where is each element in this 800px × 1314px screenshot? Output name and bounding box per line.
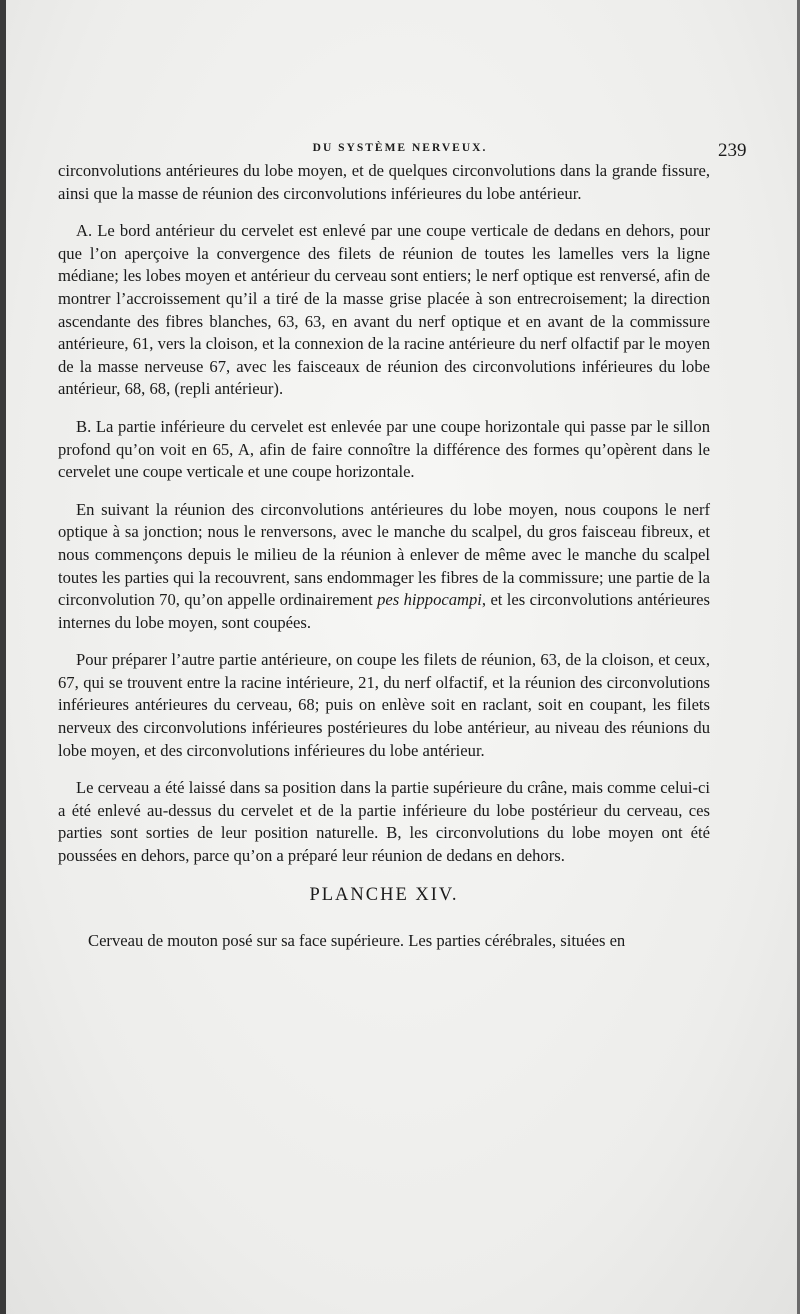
body-text (58, 160, 710, 953)
paragraph-dissection-part1: En suivant la réunion des circonvolutions antérieures du lobe moyen, nous coupons le nerf optique à sa jonction; nous le renversons, avec le manche du scalpel, du gros faisceau fibreux, et nous commençons depuis le milieu de la réunion à enlever de même avec le manche du scalpel toutes les parties qui la recouvrent, sans endommager les fibres de la commissure; une partie de la circonvolution 70, qu’on appelle ordinairement (58, 499, 710, 610)
page-number: 239 (718, 140, 747, 161)
paragraph-plate-intro: Cerveau de mouton posé sur sa face supérieure. Les parties cérébrales, situées en (88, 931, 626, 951)
paragraph-continuation: circonvolutions antérieures du lobe moyen, et de quelques circonvolutions dans la grande fissure, ainsi que la masse de réunion des circonvolutions inférieures du lobe antérieur. (58, 161, 710, 203)
page-edge-shadow (0, 0, 6, 1314)
paragraph-position: Le cerveau a été laissé dans sa position dans la partie supérieure du crâne, mais comme celui-ci a été enlevé au-dessus du cervelet et de la partie inférieure du lobe postérieur du cerveau, ces parties sont sorties de leur position naturelle. B, les circonvolutions du lobe moyen ont été poussées en dehors, parce qu’on a préparé leur réunion de dedans en dehors. (58, 778, 710, 866)
running-head: DU SYSTÈME NERVEUX. (312, 142, 488, 154)
paragraph-dissection-part2: , et les circonvolutions antérieures internes du lobe moyen, sont coupées. (58, 590, 710, 632)
paragraph-figure-b: B. La partie inférieure du cervelet est enlevée par une coupe horizontale qui passe par le sillon profond qu’on voit en 65, A, afin de faire connoître la différence des formes qu’opèrent dans le cervelet une coupe verticale et une coupe horizontale. (58, 416, 710, 482)
paragraph-figure-a: A. Le bord antérieur du cervelet est enlevé par une coupe verticale de dedans en dehors, pour que l’on aperçoive la convergence des filets de réunion de toutes les lamelles vers la ligne médiane; les lobes moyen et antérieur du cerveau sont entiers; le nerf optique est renversé, afin de montrer l’accroissement qu’il a tiré de la masse grise placée à son entrecroisement; la direction ascendante des fibres blanches, 63, 63, en avant du nerf optique et en avant de la commissure antérieure, 61, vers la cloison, et la connexion de la racine antérieure du nerf olfactif par le moyen de la masse nerveuse 67, avec les faisceaux de réunion des circonvolutions inférieures du lobe antérieur, 68, 68, (repli antérieur). (58, 221, 710, 399)
italic-term: pes hippocampi (377, 590, 482, 610)
paragraph-dissection (58, 499, 710, 635)
paragraph-preparation: Pour préparer l’autre partie antérieure, on coupe les filets de réunion, 63, de la cloison, et ceux, 67, qui se trouvent entre la racine intérieure, 21, du nerf olfactif, et la réunion des circonvolutions inférieures antérieures du cerveau, 68; puis on enlève soit en raclant, soit en coupant, les filets nerveux des circonvolutions inférieures postérieures du lobe antérieur, au niveau des réunions du lobe moyen, et des circonvolutions inférieures du lobe antérieur. (58, 650, 710, 760)
plate-heading: PLANCHE XIV. (309, 884, 459, 905)
